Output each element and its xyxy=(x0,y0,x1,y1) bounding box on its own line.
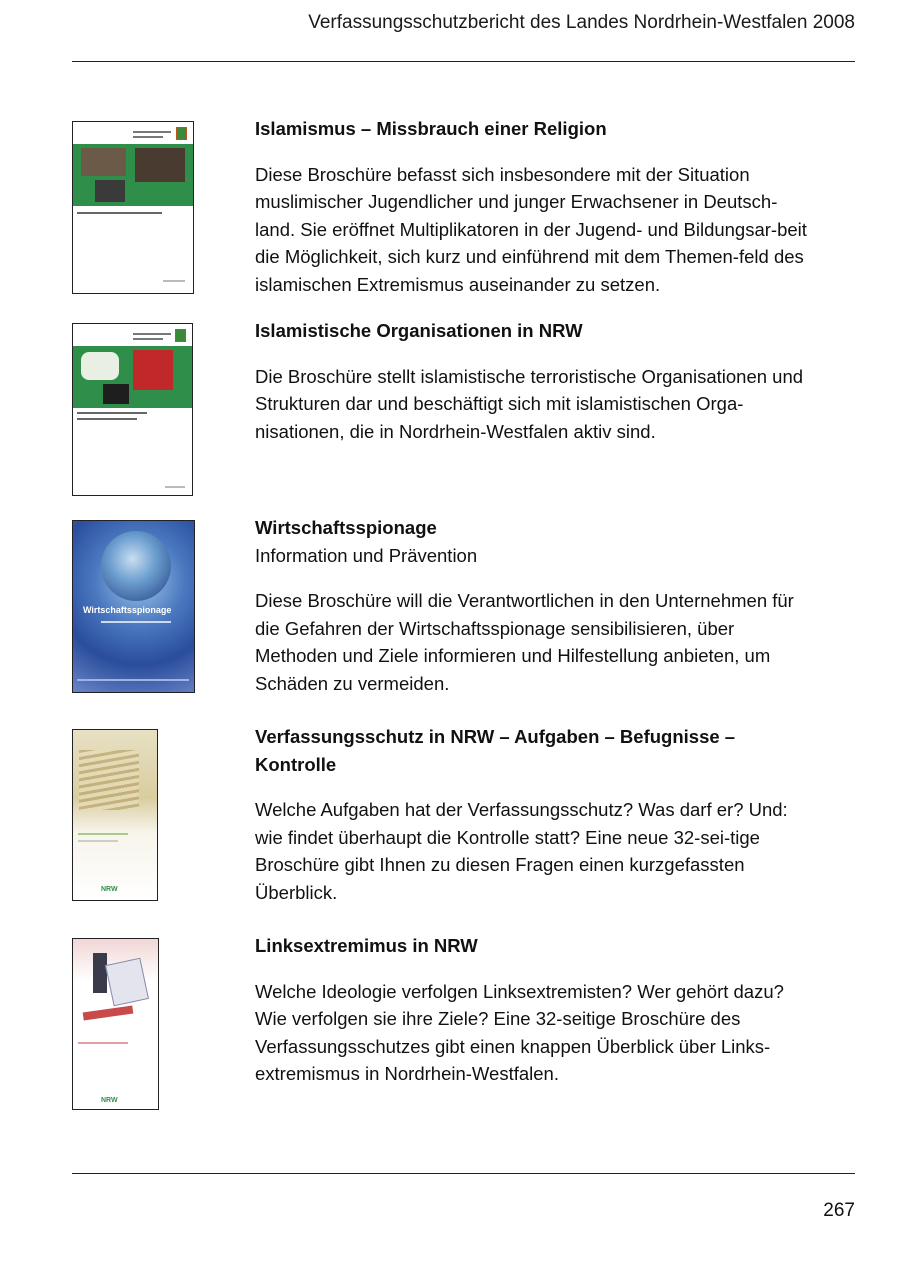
brochure-cover-wirtschaftsspionage xyxy=(72,520,195,693)
brochure-title: Islamistische Organisationen in NRW xyxy=(255,320,583,341)
brochure-description: Welche Aufgaben hat der Verfassungsschutz? Was darf er? Und: wie findet überhaupt die Kontrolle statt? Eine neue 32-sei-tige Broschüre gibt Ihnen zu diesen Fragen einen kurzgefassten Überblick. xyxy=(255,799,788,903)
brochure-title: Islamismus – Missbrauch einer Religion xyxy=(255,118,607,139)
brochure-cover-linksextremismus xyxy=(72,938,159,1110)
brochure-title: Wirtschaftsspionage xyxy=(255,517,437,538)
brochure-description: Welche Ideologie verfolgen Linksextremisten? Wer gehört dazu? Wie verfolgen sie ihre Ziele? Eine 32-seitige Broschüre des Verfassungsschutzes gibt einen knappen Überblick über Links-extremismus in Nordrhein-Westfalen. xyxy=(255,980,784,1084)
brochure-cover-islamismus xyxy=(72,121,194,294)
page-number: 267 xyxy=(823,1200,855,1221)
brochure-description: Diese Broschüre befasst sich insbesondere mit der Situation muslimischer Jugendlicher und junger Erwachsener in Deutsch-land. Sie eröffnet Multiplikatoren in der Jugend- und Bildungsar-beit die Möglichkeit, sich kurz und einführend mit dem Themen-feld des islamischen Extremismus auseinander zu setzen. xyxy=(255,163,807,295)
brochure-title: Verfassungsschutz in NRW – Aufgaben – Befugnisse – Kontrolle xyxy=(255,726,736,775)
brochure-description: Die Broschüre stellt islamistische terroristische Organisationen und Strukturen dar und beschäftigt sich mit islamistischen Orga-nisationen, die in Nordrhein-Westfalen aktiv sind. xyxy=(255,365,804,442)
brochure-cover-verfassungsschutz xyxy=(72,729,158,901)
footer-rule xyxy=(72,1173,855,1174)
brochure-description: Diese Broschüre will die Verantwortlichen in den Unternehmen für die Gefahren der Wirtschaftsspionage sensibilisieren, über Methoden und Ziele informieren und Hilfestellung anbieten, um Schäden zu vermeiden. xyxy=(255,590,794,694)
brochure-cover-organisationen xyxy=(72,323,193,496)
brochure-subtitle: Information und Prävention xyxy=(255,544,478,566)
page-header: Verfassungsschutzbericht des Landes Nordrhein-Westfalen 2008 xyxy=(308,12,855,33)
cover-title-text: Wirtschaftsspionage xyxy=(83,605,172,615)
brochure-title: Linksextremimus in NRW xyxy=(255,935,478,956)
nrw-logo: NRW xyxy=(101,1097,118,1104)
header-rule xyxy=(72,61,855,62)
nrw-logo: NRW xyxy=(101,886,118,893)
